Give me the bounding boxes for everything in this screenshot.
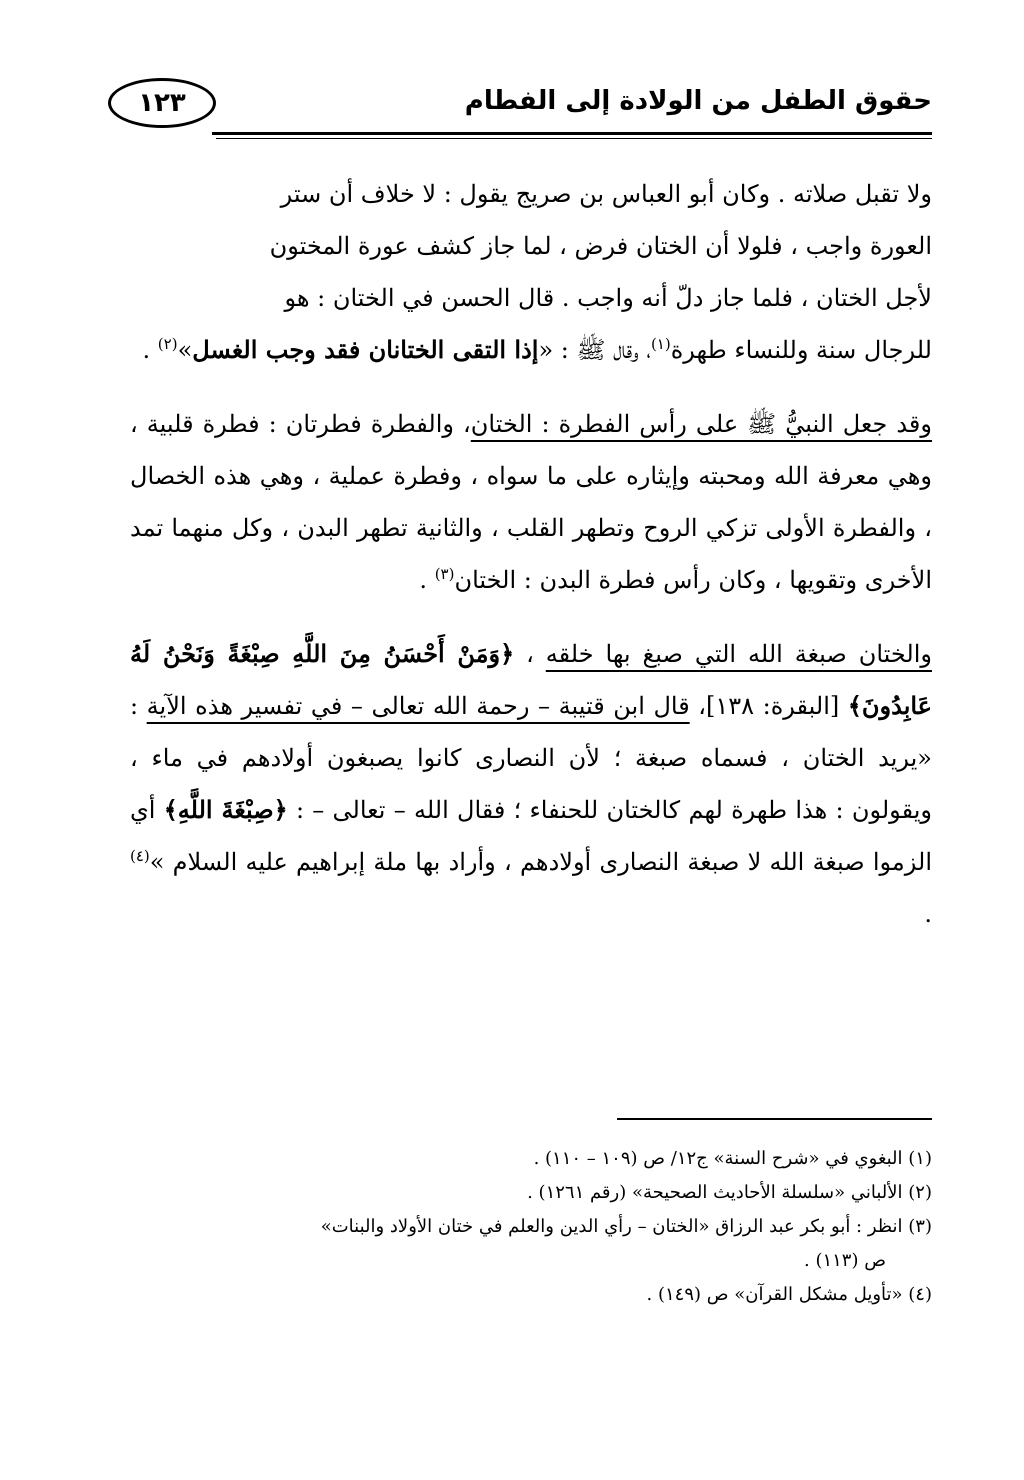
paragraph-2-text: ، والفطرة فطرتان : فطرة قلبية ، وهي معرفة الله ومحبته وإيثاره على ما سواه ، وفطرة عملية ، وهي هذه الخصال ، والفطرة الأولى تزكي الروح وتطهر القلب ، والثانية تطهر البدن ، وكل منهما تمد الأخرى وتقويها ، وكان رأس فطرة البدن : الختان [130, 410, 932, 594]
paragraph-3-end: . [924, 900, 932, 928]
footnote-3-continuation: ص (١١٣) . [804, 1250, 886, 1271]
hadith-quote: إذا التقى الختانان فقد وجب الغسل [192, 335, 539, 364]
paragraph-3-underlined-1: والختان صبغة الله التي صبغ بها خلقه [545, 640, 932, 668]
footnote-4: (٤) «تأويل مشكل القرآن» ص (١٤٩) . [646, 1284, 932, 1305]
paragraph-1-mid: ، وقال ﷺ : « [538, 336, 651, 364]
hadith-close-quote: » [177, 336, 193, 364]
paragraph-1-line-4 [130, 324, 932, 376]
paragraph-3 [130, 628, 932, 940]
running-title: حقوق الطفل من الولادة إلى الفطام [464, 86, 932, 116]
paragraph-2-end: . [419, 566, 435, 594]
paragraph-2-underlined: وقد جعل النبيُّ ﷺ على رأس الفطرة : الختان [470, 410, 932, 438]
quran-citation: [البقرة: ١٣٨]، [689, 692, 848, 720]
footnote-ref-4: (٤) [130, 847, 150, 865]
footnote-3: (٣) انظر : أبو بكر عبد الرزاق «الختان – رأي الدين والعلم في ختان الأولاد والبنات» [320, 1216, 932, 1237]
page-number-badge: ١٢٣ [108, 78, 216, 128]
page-header [108, 70, 932, 140]
footnote-separator [617, 1118, 932, 1120]
paragraph-1-text: للرجال سنة وللنساء طهرة [670, 336, 932, 364]
footnote-1: (١) البغوي في «شرح السنة» ج١٢/ ص (١٠٩ – ١١٠) . [533, 1148, 932, 1169]
footnotes [100, 1142, 932, 1312]
footnote-2: (٢) الألباني «سلسلة الأحاديث الصحيحة» (رقم ١٢٦١) . [527, 1182, 932, 1203]
paragraph-3-underlined-2: قال ابن قتيبة – رحمة الله تعالى – في تفسير هذه الآية [146, 692, 690, 720]
quran-verse-2: ﴿صِبْغَةَ اللَّهِ﴾ [163, 795, 288, 824]
paragraph-3-content [130, 628, 932, 940]
paragraph-1 [130, 168, 932, 376]
paragraph-1-end: . [142, 336, 158, 364]
paragraph-2 [130, 398, 932, 606]
footnote-ref-1: (١) [650, 335, 671, 353]
paragraph-1-line-1: ولا تقبل صلاته . وكان أبو العباس بن صريج يقول : لا خلاف أن ستر [280, 180, 932, 208]
paragraph-1-line-3: لأجل الختان ، فلما جاز دلّ أنه واجب . قال الحسن في الختان : هو [284, 284, 932, 312]
footnote-ref-3: (٣) [434, 565, 455, 583]
header-rule [212, 132, 932, 135]
paragraph-3-text-2: أي الزموا صبغة الله لا صبغة النصارى أولادهم ، وأراد بها ملة إبراهيم عليه السلام » [130, 796, 932, 876]
header-rule-thin [216, 138, 932, 139]
paragraph-2-content [130, 398, 932, 606]
paragraph-1-line-2: العورة واجب ، فلولا أن الختان فرض ، لما جاز كشف عورة المختون [269, 232, 932, 260]
main-text [130, 168, 932, 962]
footnote-ref-2: (٢) [157, 335, 178, 353]
paragraph-3-text-1: : «يريد الختان ، فسماه صبغة ؛ لأن النصارى كانوا يصبغون أولادهم في ماء ، ويقولون : هذا طهرة لهم كالختان للحنفاء ؛ فقال الله – تعالى – : [130, 692, 932, 824]
quran-verse-1: ﴿وَمَنْ أَحْسَنُ مِنَ اللَّهِ صِبْغَةً وَنَحْنُ لَهُ عَابِدُونَ﴾ [130, 639, 932, 720]
paragraph-3-sep: ، [514, 640, 546, 668]
